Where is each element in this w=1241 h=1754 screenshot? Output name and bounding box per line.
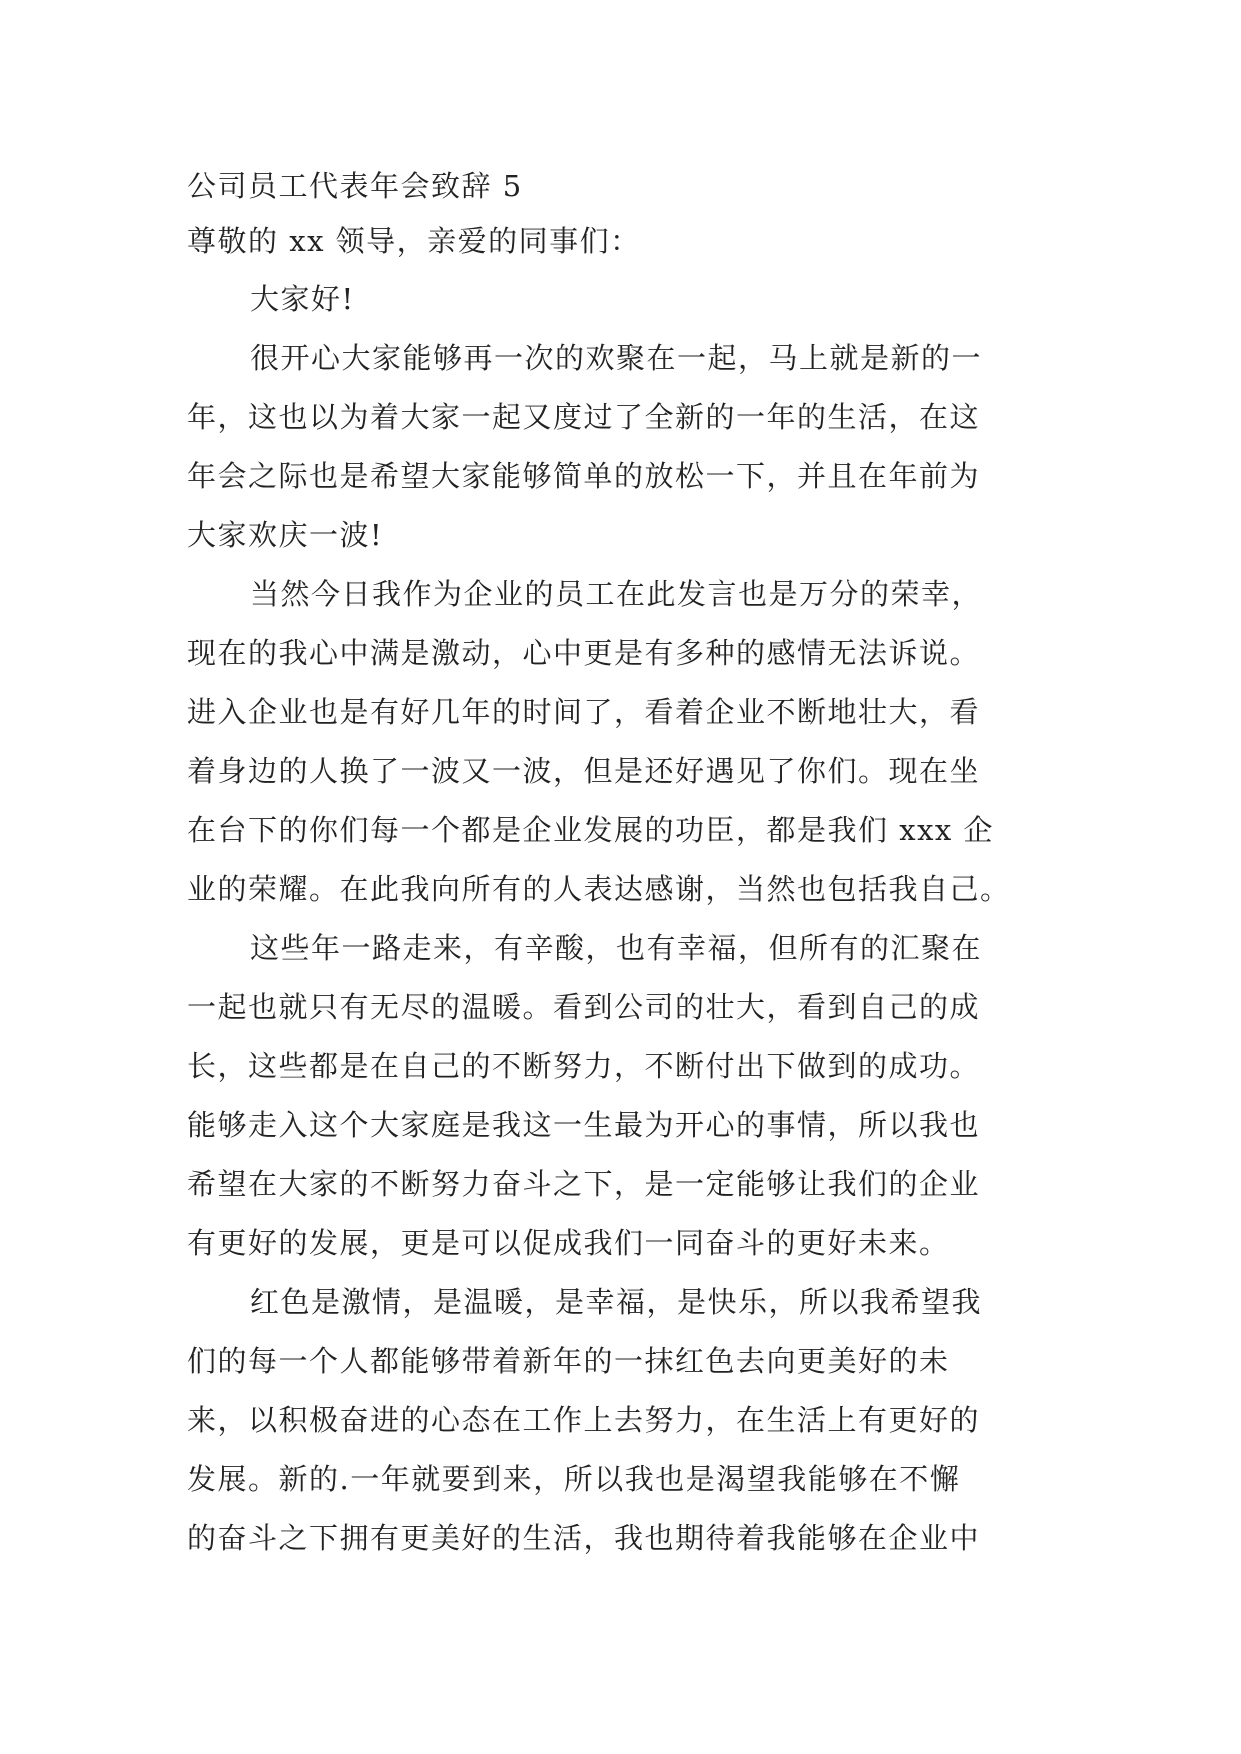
salutation: 尊敬的 xx 领导，亲爱的同事们： [187, 224, 641, 258]
paragraph-line: 现在的我心中满是激动，心中更是有多种的感情无法诉说。 [187, 636, 981, 670]
paragraph-line: 长，这些都是在自己的不断努力，不断付出下做到的成功。 [187, 1049, 981, 1083]
paragraph-line: 能够走入这个大家庭是我这一生最为开心的事情，所以我也 [187, 1108, 981, 1142]
paragraph-line: 年，这也以为着大家一起又度过了全新的一年的生活，在这 [187, 400, 981, 434]
paragraph-line: 来，以积极奋进的心态在工作上去努力，在生活上有更好的 [187, 1403, 981, 1437]
paragraph-line: 业的荣耀。在此我向所有的人表达感谢，当然也包括我自己。 [187, 872, 1011, 906]
paragraph-line: 一起也就只有无尽的温暖。看到公司的壮大，看到自己的成 [187, 990, 981, 1024]
paragraph-line: 很开心大家能够再一次的欢聚在一起，马上就是新的一 [250, 341, 983, 375]
document-title: 公司员工代表年会致辞 5 [187, 169, 523, 203]
paragraph-line: 红色是激情，是温暖，是幸福，是快乐，所以我希望我 [250, 1285, 983, 1319]
document-body [187, 160, 1067, 1568]
paragraph-line: 的奋斗之下拥有更美好的生活，我也期待着我能够在企业中 [187, 1521, 981, 1555]
paragraph-line: 有更好的发展，更是可以促成我们一同奋斗的更好未来。 [187, 1226, 950, 1260]
paragraph-line: 们的每一个人都能够带着新年的一抹红色去向更美好的未 [187, 1344, 950, 1378]
paragraph-line: 年会之际也是希望大家能够简单的放松一下，并且在年前为 [187, 459, 981, 493]
paragraph-line: 进入企业也是有好几年的时间了，看着企业不断地壮大，看 [187, 695, 981, 729]
greeting-line: 大家好! [250, 282, 355, 316]
paragraph-line: 着身边的人换了一波又一波，但是还好遇见了你们。现在坐 [187, 754, 981, 788]
paragraph-line: 这些年一路走来，有辛酸，也有幸福，但所有的汇聚在 [250, 931, 983, 965]
paragraph-line: 大家欢庆一波! [187, 518, 384, 552]
paragraph-line: 希望在大家的不断努力奋斗之下，是一定能够让我们的企业 [187, 1167, 981, 1201]
paragraph-line: 在台下的你们每一个都是企业发展的功臣，都是我们 xxx 企 [187, 813, 995, 847]
paragraph-line: 发展。新的.一年就要到来，所以我也是渴望我能够在不懈 [187, 1462, 961, 1496]
paragraph-line: 当然今日我作为企业的员工在此发言也是万分的荣幸， [250, 577, 983, 611]
